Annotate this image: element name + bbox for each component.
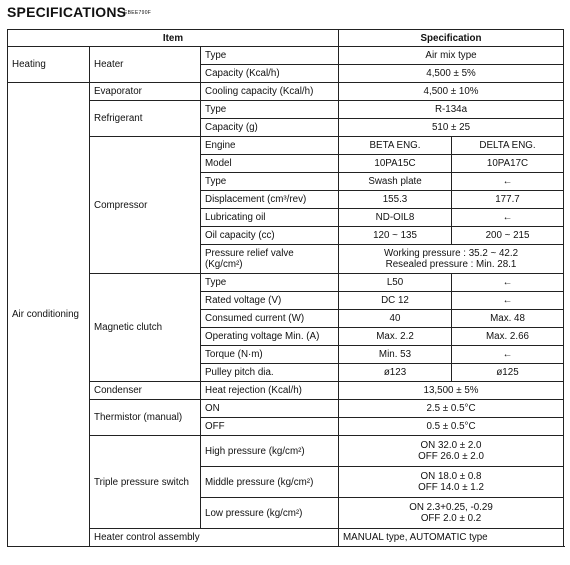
section-air-conditioning: Air conditioning <box>8 83 90 547</box>
row-label: Type <box>201 173 339 191</box>
row-label: Displacement (cm³/rev) <box>201 191 339 209</box>
same-as-left-arrow-icon: ← <box>452 173 564 191</box>
value-beta: BETA ENG. <box>339 137 452 155</box>
value-line-off: OFF 2.0 ± 0.2 <box>420 513 482 524</box>
value-line: Resealed pressure : Min. 28.1 <box>385 259 517 270</box>
page-title: SPECIFICATIONS <box>7 4 127 20</box>
value-delta: 200 ~ 215 <box>452 227 564 245</box>
row-label: Consumed current (W) <box>201 310 339 328</box>
value-delta: 10PA17C <box>452 155 564 173</box>
value-beta: ø123 <box>339 364 452 382</box>
row-value: 2.5 ± 0.5°C <box>339 400 564 418</box>
row-value: 0.5 ± 0.5°C <box>339 418 564 436</box>
sub-evaporator: Evaporator <box>90 83 201 101</box>
sub-thermistor: Thermistor (manual) <box>90 400 201 436</box>
value-line-off: OFF 14.0 ± 1.2 <box>418 482 484 493</box>
row-value: R-134a <box>339 101 564 119</box>
document-code: EBEE790F <box>124 10 152 16</box>
section-heater-control-assembly: Heater control assembly <box>90 529 339 547</box>
table-header-row <box>8 30 564 47</box>
sub-compressor: Compressor <box>90 137 201 274</box>
table-row <box>8 274 564 292</box>
value-delta: DELTA ENG. <box>452 137 564 155</box>
header-specification: Specification <box>339 30 564 47</box>
value-delta: Max. 48 <box>452 310 564 328</box>
row-label: Engine <box>201 137 339 155</box>
row-value <box>339 467 564 498</box>
table-row <box>8 529 564 547</box>
header-item: Item <box>8 30 339 47</box>
value-beta: L50 <box>339 274 452 292</box>
label-line: Pressure relief valve <box>205 248 294 259</box>
same-as-left-arrow-icon: ← <box>452 274 564 292</box>
value-beta: 120 ~ 135 <box>339 227 452 245</box>
row-label: ON <box>201 400 339 418</box>
value-line-on: ON 2.3+0.25, -0.29 <box>409 502 493 513</box>
label-line: (Kg/cm²) <box>205 259 243 270</box>
row-label: Capacity (g) <box>201 119 339 137</box>
row-label: Model <box>201 155 339 173</box>
row-label: Type <box>201 274 339 292</box>
sub-condenser: Condenser <box>90 382 201 400</box>
value-delta: 177.7 <box>452 191 564 209</box>
row-value <box>339 436 564 467</box>
row-value <box>339 498 564 529</box>
row-label: Rated voltage (V) <box>201 292 339 310</box>
value-line: Working pressure : 35.2 ~ 42.2 <box>383 248 519 259</box>
row-value: MANUAL type, AUTOMATIC type <box>339 529 564 547</box>
specifications-table <box>7 29 564 547</box>
sub-magnetic-clutch: Magnetic clutch <box>90 274 201 382</box>
table-row <box>8 137 564 155</box>
value-delta: ø125 <box>452 364 564 382</box>
table-row <box>8 382 564 400</box>
row-label: Lubricating oil <box>201 209 339 227</box>
value-beta: Min. 53 <box>339 346 452 364</box>
value-beta: Max. 2.2 <box>339 328 452 346</box>
value-beta: 155.3 <box>339 191 452 209</box>
table-row <box>8 83 564 101</box>
row-label: Cooling capacity (Kcal/h) <box>201 83 339 101</box>
row-label: Type <box>201 101 339 119</box>
row-label <box>201 245 339 274</box>
table-row <box>8 436 564 467</box>
row-label: Type <box>201 47 339 65</box>
value-line-off: OFF 26.0 ± 2.0 <box>418 451 484 462</box>
row-value: 510 ± 25 <box>339 119 564 137</box>
row-value: 4,500 ± 10% <box>339 83 564 101</box>
table-row <box>8 400 564 418</box>
row-value: Air mix type <box>339 47 564 65</box>
value-line-on: ON 32.0 ± 2.0 <box>420 440 482 451</box>
row-value: 4,500 ± 5% <box>339 65 564 83</box>
row-label: Low pressure (kg/cm²) <box>201 498 339 529</box>
row-label: Torque (N·m) <box>201 346 339 364</box>
sub-heater: Heater <box>90 47 201 83</box>
row-label: Operating voltage Min. (A) <box>201 328 339 346</box>
value-beta: ND-OIL8 <box>339 209 452 227</box>
value-beta: DC 12 <box>339 292 452 310</box>
value-beta: Swash plate <box>339 173 452 191</box>
value-beta: 10PA15C <box>339 155 452 173</box>
table-row <box>8 47 564 65</box>
row-label: OFF <box>201 418 339 436</box>
row-label: High pressure (kg/cm²) <box>201 436 339 467</box>
same-as-left-arrow-icon: ← <box>452 346 564 364</box>
row-label: Heat rejection (Kcal/h) <box>201 382 339 400</box>
same-as-left-arrow-icon: ← <box>452 209 564 227</box>
sub-triple-pressure-switch: Triple pressure switch <box>90 436 201 529</box>
row-label: Oil capacity (cc) <box>201 227 339 245</box>
value-delta: Max. 2.66 <box>452 328 564 346</box>
row-label: Pulley pitch dia. <box>201 364 339 382</box>
row-label: Capacity (Kcal/h) <box>201 65 339 83</box>
same-as-left-arrow-icon: ← <box>452 292 564 310</box>
row-value <box>339 245 564 274</box>
row-label: Middle pressure (kg/cm²) <box>201 467 339 498</box>
section-heating: Heating <box>8 47 90 83</box>
sub-refrigerant: Refrigerant <box>90 101 201 137</box>
row-value: 13,500 ± 5% <box>339 382 564 400</box>
table-row <box>8 101 564 119</box>
value-line-on: ON 18.0 ± 0.8 <box>420 471 482 482</box>
value-beta: 40 <box>339 310 452 328</box>
